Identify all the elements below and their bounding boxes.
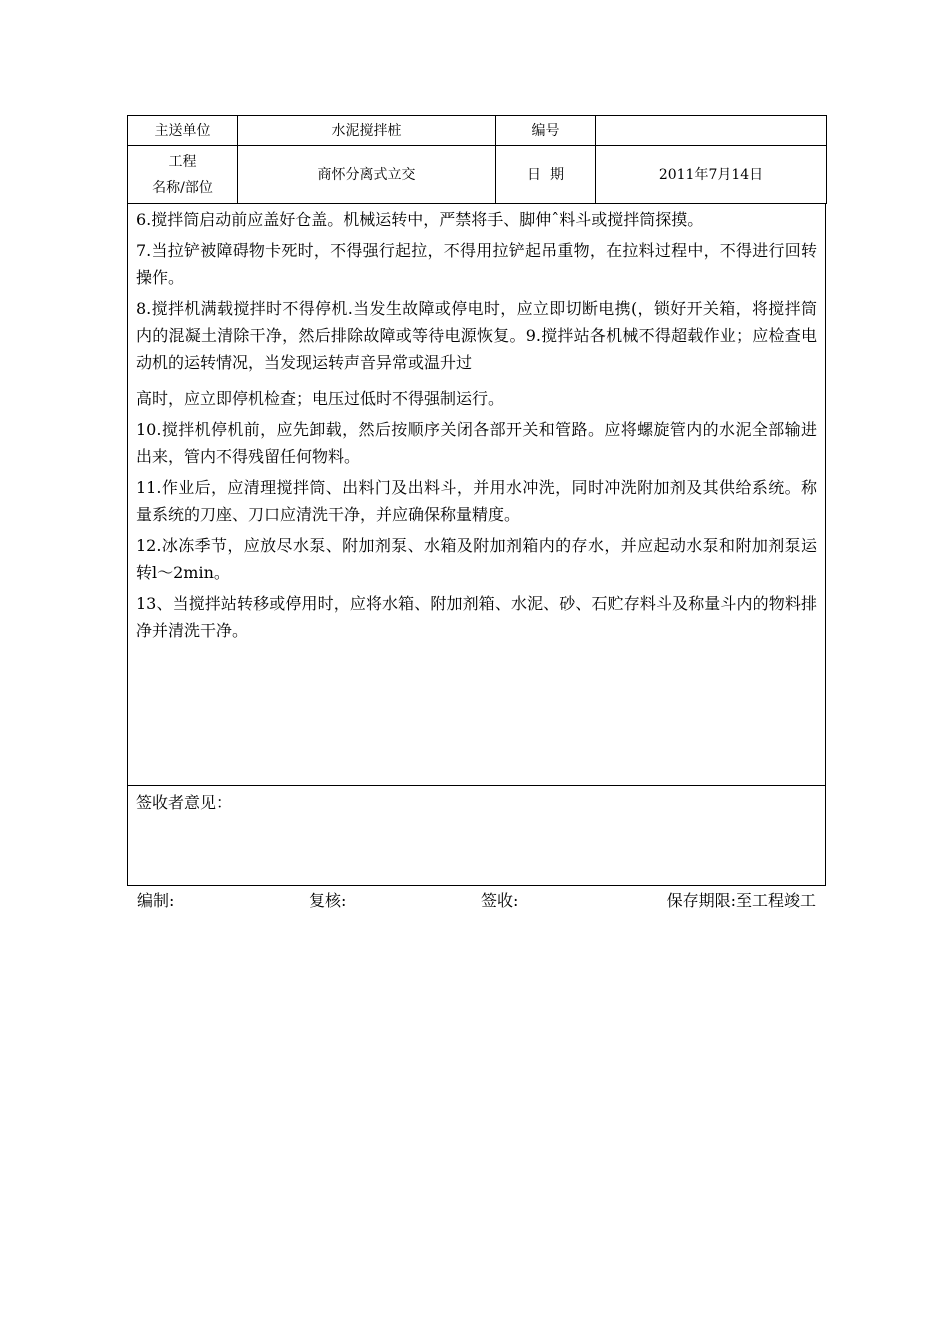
paragraph: 8.搅拌机满载搅拌时不得停机.当发生故障或停电时，应立即切断电携(，锁好开关箱，将搅拌筒内的混凝土清除干净，然后排除故障或等待电源恢复。9.搅拌站各机械不得超载作业；应检查电动机的运转情况，当发现运转声音异常或温升过 [136, 299, 817, 372]
paragraph: 12.冰冻季节，应放尽水泵、附加剂泵、水箱及附加剂箱内的存水，并应起动水泵和附加剂泵运转l～2min。 [136, 536, 817, 582]
sender-value: 水泥搅拌桩 [238, 116, 496, 146]
receiver-opinion-box [127, 786, 826, 886]
sender-label: 主送单位 [128, 116, 238, 146]
received-by-label: 签收: [481, 891, 519, 910]
reviewed-by-label: 复核: [309, 891, 347, 910]
header-row-project [128, 146, 827, 204]
date-label: 日 期 [496, 146, 596, 204]
paragraph: 11.作业后，应清理搅拌筒、出料门及出料斗，并用水冲洗，同时冲洗附加剂及其供给系统。称量系统的刀座、刀口应清洗干净，并应确保称量精度。 [136, 478, 817, 524]
paragraph: 7.当拉铲被障碍物卡死时，不得强行起拉，不得用拉铲起吊重物，在拉料过程中，不得进行回转操作。 [136, 241, 817, 287]
compiled-by-label: 编制: [137, 891, 175, 910]
project-label-line2: 名称/部位 [152, 179, 213, 196]
project-label-line1: 工程 [168, 153, 197, 170]
header-row-sender [128, 116, 827, 146]
content-box [127, 204, 826, 786]
paragraph: 10.搅拌机停机前，应先卸载，然后按顺序关闭各部开关和管路。应将螺旋管内的水泥全部输进出来，管内不得残留任何物料。 [136, 420, 817, 466]
paragraph: 6.搅拌筒启动前应盖好仓盖。机械运转中，严禁将手、脚伸ˆ料斗或搅拌筒探摸。 [136, 210, 704, 229]
project-value: 商怀分离式立交 [238, 146, 496, 204]
disclosure-document [127, 115, 826, 916]
receiver-opinion-label: 签收者意见： [136, 793, 233, 812]
number-value [596, 116, 827, 146]
paragraph: 高时，应立即停机检查；电压过低时不得强制运行。 [136, 389, 505, 408]
project-label [128, 146, 238, 204]
footer [127, 886, 826, 916]
header-table [127, 115, 827, 204]
paragraph: 13、当搅拌站转移或停用时，应将水箱、附加剂箱、水泥、砂、石贮存料斗及称量斗内的物料排净并清洗干净。 [136, 594, 817, 640]
number-label: 编号 [496, 116, 596, 146]
date-value: 2011年7月14日 [596, 146, 827, 204]
retention-period-label: 保存期限:至工程竣工 [666, 891, 816, 910]
